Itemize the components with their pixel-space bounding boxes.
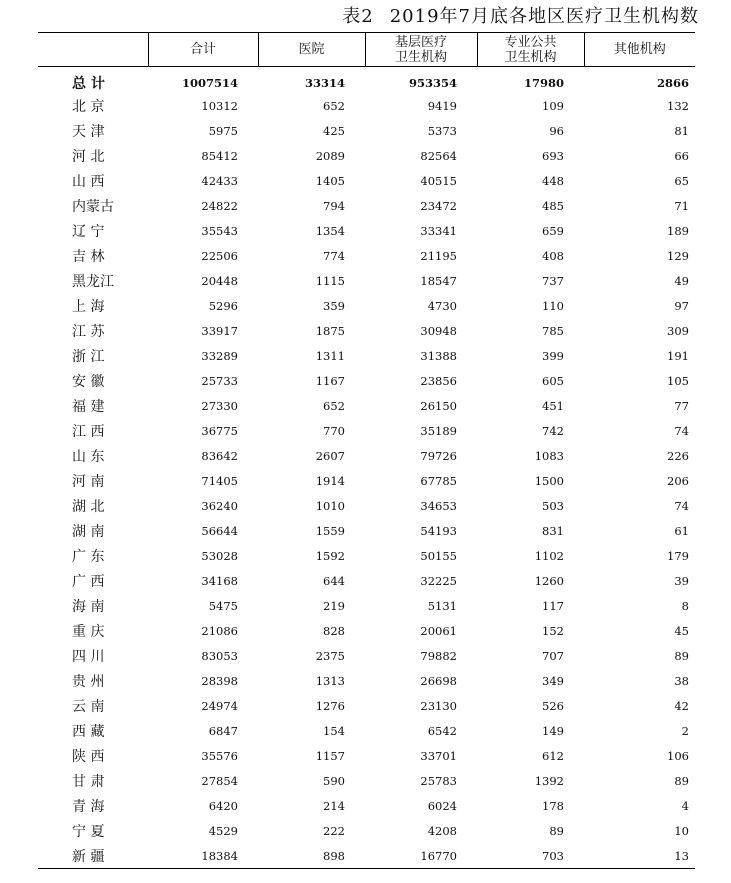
other-cell: 74	[674, 423, 689, 438]
table-row	[38, 768, 695, 793]
primary-care-cell: 6024	[427, 798, 457, 813]
table-row	[38, 518, 695, 543]
public-health-cell: 659	[542, 223, 564, 238]
hospital-cell: 359	[323, 298, 345, 313]
primary-care-cell: 40515	[420, 173, 457, 188]
other-cell: 4	[681, 798, 689, 813]
total-cell: 24974	[201, 698, 238, 713]
region-cell: 湖 南	[72, 523, 105, 540]
total-cell: 28398	[201, 673, 238, 688]
other-cell: 129	[667, 248, 689, 263]
other-cell: 66	[674, 148, 689, 163]
region-cell: 山 东	[72, 448, 105, 465]
primary-care-cell: 79882	[420, 648, 457, 663]
table-title	[342, 2, 699, 28]
total-cell: 36240	[201, 498, 238, 513]
total-cell: 27854	[201, 773, 238, 788]
region-cell: 黑龙江	[72, 273, 114, 290]
table-row	[38, 668, 695, 693]
primary-care-cell: 79726	[420, 448, 457, 463]
hospital-cell: 219	[323, 598, 345, 613]
hospital-cell: 770	[323, 423, 345, 438]
region-cell: 甘 肃	[72, 773, 105, 790]
table-row	[38, 118, 695, 143]
table-number: 表2	[342, 6, 374, 27]
public-health-cell: 737	[542, 273, 564, 288]
other-cell: 2866	[656, 76, 689, 90]
other-cell: 206	[667, 473, 689, 488]
public-health-cell: 109	[542, 98, 564, 113]
public-health-cell: 110	[542, 298, 564, 313]
other-column-header	[584, 33, 695, 67]
public-health-cell: 612	[542, 748, 564, 763]
hospital-cell: 425	[323, 123, 345, 138]
total-cell: 33289	[201, 348, 238, 363]
hospital-cell: 1157	[315, 748, 345, 763]
other-cell: 105	[667, 373, 689, 388]
primary-care-cell: 4730	[427, 298, 457, 313]
total-cell: 35543	[201, 223, 238, 238]
region-cell: 重 庆	[72, 623, 105, 640]
table-row	[38, 193, 695, 218]
primary-care-cell: 33341	[420, 223, 457, 238]
hospital-cell: 222	[323, 823, 345, 838]
table-row	[38, 543, 695, 568]
table-row	[38, 468, 695, 493]
primary-care-cell: 5131	[427, 598, 457, 613]
public-health-cell: 349	[542, 673, 564, 688]
public-health-cell: 451	[542, 398, 564, 413]
primary-care-cell: 21195	[420, 248, 457, 263]
table-row	[38, 743, 695, 768]
other-cell: 61	[674, 523, 689, 538]
primary-care-cell: 25783	[420, 773, 457, 788]
other-cell: 81	[674, 123, 689, 138]
total-column-header	[148, 33, 258, 67]
public-health-cell: 503	[542, 498, 564, 513]
hospital-cell: 644	[323, 573, 345, 588]
table-row	[38, 293, 695, 318]
other-cell: 179	[667, 548, 689, 563]
primary-care-cell: 67785	[420, 473, 457, 488]
region-cell: 安 徽	[72, 373, 105, 390]
hospital-cell: 1405	[315, 173, 345, 188]
table-row	[38, 793, 695, 818]
region-cell: 云 南	[72, 698, 105, 715]
hospital-cell: 1276	[315, 698, 345, 713]
primary-care-cell: 35189	[420, 423, 457, 438]
region-cell: 总 计	[72, 76, 105, 92]
primary-care-cell: 30948	[420, 323, 457, 338]
other-cell: 309	[667, 323, 689, 338]
region-cell: 西 藏	[72, 723, 105, 740]
header-row	[38, 33, 695, 67]
other-cell: 77	[674, 398, 689, 413]
total-cell: 5296	[208, 298, 238, 313]
other-cell: 89	[674, 773, 689, 788]
table-row	[38, 443, 695, 468]
table-row	[38, 343, 695, 368]
other-cell: 132	[667, 98, 689, 113]
other-cell: 8	[681, 598, 689, 613]
other-cell: 42	[674, 698, 689, 713]
total-cell: 83053	[201, 648, 238, 663]
table-row	[38, 493, 695, 518]
region-cell: 山 西	[72, 173, 105, 190]
table-row	[38, 568, 695, 593]
hospital-cell: 1914	[315, 473, 345, 488]
hospital-cell: 154	[323, 723, 345, 738]
hospital-cell: 2607	[315, 448, 345, 463]
region-cell: 内蒙古	[72, 198, 114, 215]
hospital-cell: 828	[323, 623, 345, 638]
hospital-cell: 590	[323, 773, 345, 788]
header-line-1: 基层医疗	[394, 34, 447, 50]
region-cell: 湖 北	[72, 498, 105, 515]
public-health-cell: 1083	[534, 448, 564, 463]
public-health-cell: 785	[542, 323, 564, 338]
primary-care-cell: 32225	[420, 573, 457, 588]
hospital-cell: 1115	[315, 273, 345, 288]
region-cell: 青 海	[72, 798, 105, 815]
hospital-cell: 1875	[315, 323, 345, 338]
public-health-cell: 89	[549, 823, 564, 838]
other-cell: 38	[674, 673, 689, 688]
table-header	[38, 33, 695, 67]
public-health-column-header	[477, 33, 584, 67]
header-line-1: 合计	[189, 42, 216, 57]
public-health-cell: 408	[542, 248, 564, 263]
public-health-cell: 448	[542, 173, 564, 188]
total-row	[38, 67, 695, 94]
public-health-cell: 149	[542, 723, 564, 738]
table-row	[38, 318, 695, 343]
region-cell: 福 建	[72, 398, 105, 415]
other-cell: 106	[667, 748, 689, 763]
total-cell: 34168	[201, 573, 238, 588]
other-cell: 45	[674, 623, 689, 638]
primary-care-cell: 34653	[420, 498, 457, 513]
total-cell: 5475	[208, 598, 238, 613]
primary-care-cell: 23130	[420, 698, 457, 713]
primary-care-column-header	[365, 33, 477, 67]
table-row	[38, 418, 695, 443]
hospital-cell: 1559	[315, 523, 345, 538]
public-health-cell: 17980	[523, 76, 564, 90]
hospital-cell: 652	[323, 398, 345, 413]
public-health-cell: 485	[542, 198, 564, 213]
primary-care-cell: 18547	[420, 273, 457, 288]
total-cell: 4529	[208, 823, 238, 838]
total-cell: 71405	[201, 473, 238, 488]
region-cell: 浙 江	[72, 348, 105, 365]
total-cell: 33917	[201, 323, 238, 338]
region-cell: 北 京	[72, 98, 105, 115]
public-health-cell: 831	[542, 523, 564, 538]
hospital-cell: 1592	[315, 548, 345, 563]
total-cell: 53028	[201, 548, 238, 563]
table-row	[38, 718, 695, 743]
table-row	[38, 168, 695, 193]
public-health-cell: 1500	[534, 473, 564, 488]
hospital-cell: 774	[323, 248, 345, 263]
table-title-text: 2019年7月底各地区医疗卫生机构数	[389, 6, 699, 27]
region-cell: 新 疆	[38, 843, 148, 869]
public-health-cell: 605	[542, 373, 564, 388]
primary-care-cell: 31388	[420, 348, 457, 363]
other-cell: 2	[681, 723, 689, 738]
public-health-cell: 1260	[534, 573, 564, 588]
hospital-cell: 898	[258, 843, 365, 869]
other-cell: 97	[674, 298, 689, 313]
table-row	[38, 593, 695, 618]
other-cell: 10	[674, 823, 689, 838]
public-health-cell: 96	[549, 123, 564, 138]
table-body	[38, 67, 695, 869]
region-cell: 河 南	[72, 473, 105, 490]
hospital-cell: 2375	[315, 648, 345, 663]
header-line-1: 医院	[298, 42, 325, 57]
region-column-header	[38, 33, 148, 67]
primary-care-cell: 26698	[420, 673, 457, 688]
hospital-cell: 652	[323, 98, 345, 113]
table-row	[38, 393, 695, 418]
other-cell: 13	[584, 843, 695, 869]
total-cell: 6847	[208, 723, 238, 738]
header-line-2: 卫生机构	[504, 49, 557, 65]
hospital-cell: 1010	[315, 498, 345, 513]
table-row	[38, 218, 695, 243]
region-cell: 辽 宁	[72, 223, 105, 240]
hospital-cell: 1313	[315, 673, 345, 688]
header-line-1: 专业公共	[504, 34, 557, 50]
primary-care-cell: 16770	[365, 843, 477, 869]
table-row	[38, 268, 695, 293]
total-cell: 5975	[208, 123, 238, 138]
public-health-cell: 1392	[534, 773, 564, 788]
hospital-cell: 33314	[304, 76, 345, 90]
region-cell: 贵 州	[72, 673, 105, 690]
hospital-cell: 794	[323, 198, 345, 213]
region-cell: 江 西	[72, 423, 105, 440]
primary-care-cell: 6542	[427, 723, 457, 738]
total-cell: 21086	[201, 623, 238, 638]
primary-care-cell: 953354	[408, 76, 457, 90]
region-cell: 河 北	[72, 148, 105, 165]
table-row	[38, 368, 695, 393]
hospital-column-header	[258, 33, 365, 67]
other-cell: 191	[667, 348, 689, 363]
public-health-cell: 707	[542, 648, 564, 663]
other-cell: 39	[674, 573, 689, 588]
primary-care-cell: 5373	[427, 123, 457, 138]
primary-care-cell: 23472	[420, 198, 457, 213]
primary-care-cell: 54193	[420, 523, 457, 538]
primary-care-cell: 50155	[420, 548, 457, 563]
total-cell: 1007514	[181, 76, 238, 90]
region-cell: 吉 林	[72, 248, 105, 265]
table-row	[38, 618, 695, 643]
region-cell: 天 津	[72, 123, 105, 140]
table-row	[38, 243, 695, 268]
total-cell: 25733	[201, 373, 238, 388]
public-health-cell: 742	[542, 423, 564, 438]
table-row	[38, 843, 695, 869]
primary-care-cell: 4208	[427, 823, 457, 838]
table-row	[38, 643, 695, 668]
primary-care-cell: 23856	[420, 373, 457, 388]
table-row	[38, 143, 695, 168]
hospital-cell: 1354	[315, 223, 345, 238]
table-row	[38, 93, 695, 118]
other-cell: 49	[674, 273, 689, 288]
region-cell: 广 西	[72, 573, 105, 590]
total-cell: 18384	[148, 843, 258, 869]
total-cell: 10312	[201, 98, 238, 113]
hospital-cell: 2089	[315, 148, 345, 163]
other-cell: 226	[667, 448, 689, 463]
total-cell: 36775	[201, 423, 238, 438]
total-cell: 20448	[201, 273, 238, 288]
primary-care-cell: 26150	[420, 398, 457, 413]
total-cell: 6420	[208, 798, 238, 813]
total-cell: 22506	[201, 248, 238, 263]
public-health-cell: 117	[542, 598, 564, 613]
public-health-cell: 178	[542, 798, 564, 813]
region-cell: 四 川	[72, 648, 105, 665]
region-cell: 江 苏	[72, 323, 105, 340]
other-cell: 74	[674, 498, 689, 513]
public-health-cell: 1102	[534, 548, 564, 563]
total-cell: 83642	[201, 448, 238, 463]
other-cell: 65	[674, 173, 689, 188]
total-cell: 35576	[201, 748, 238, 763]
public-health-cell: 526	[542, 698, 564, 713]
region-cell: 宁 夏	[72, 823, 105, 840]
hospital-cell: 1167	[315, 373, 345, 388]
public-health-cell: 399	[542, 348, 564, 363]
primary-care-cell: 9419	[427, 98, 457, 113]
table-row	[38, 693, 695, 718]
total-cell: 24822	[201, 198, 238, 213]
public-health-cell: 703	[477, 843, 584, 869]
other-cell: 71	[674, 198, 689, 213]
public-health-cell: 152	[542, 623, 564, 638]
other-cell: 189	[667, 223, 689, 238]
table-row	[38, 818, 695, 843]
public-health-cell: 693	[542, 148, 564, 163]
primary-care-cell: 33701	[420, 748, 457, 763]
total-cell: 56644	[201, 523, 238, 538]
total-cell: 27330	[201, 398, 238, 413]
header-line-1: 其他机构	[613, 42, 666, 57]
region-cell: 上 海	[72, 298, 105, 315]
other-cell: 89	[674, 648, 689, 663]
total-cell: 85412	[201, 148, 238, 163]
primary-care-cell: 82564	[420, 148, 457, 163]
primary-care-cell: 20061	[420, 623, 457, 638]
region-cell: 陕 西	[72, 748, 105, 765]
total-cell: 42433	[201, 173, 238, 188]
hospital-cell: 214	[323, 798, 345, 813]
header-line-2: 卫生机构	[394, 49, 447, 65]
region-cell: 海 南	[72, 598, 105, 615]
region-cell: 广 东	[72, 548, 105, 565]
institutions-table	[38, 32, 695, 869]
hospital-cell: 1311	[315, 348, 345, 363]
